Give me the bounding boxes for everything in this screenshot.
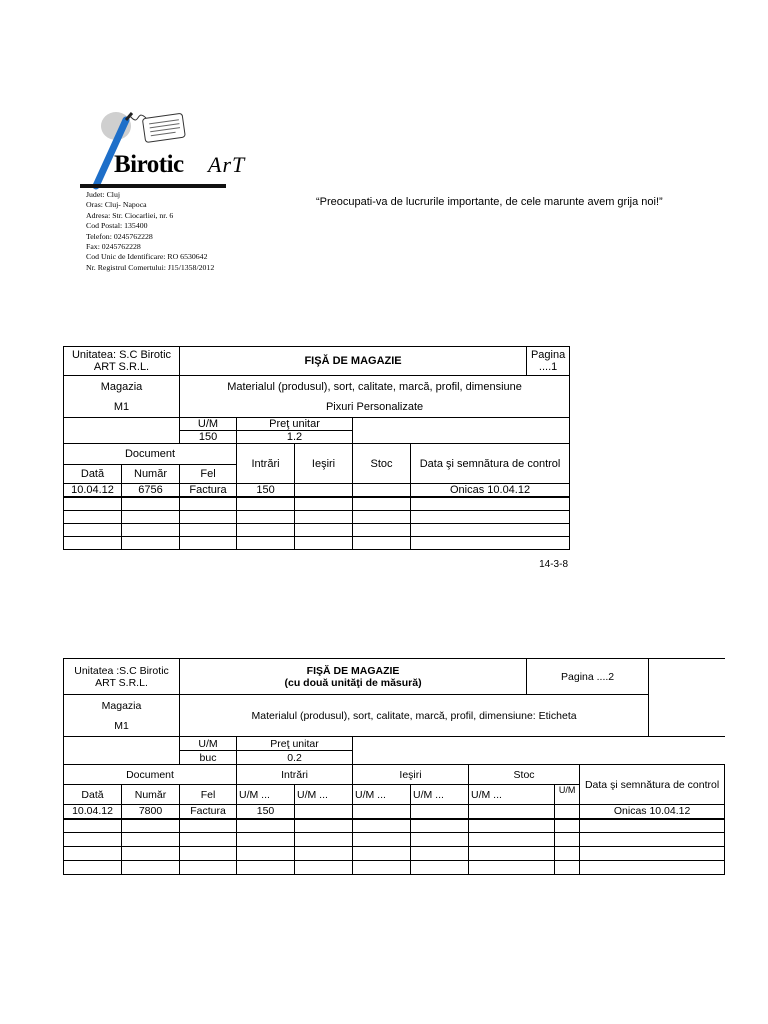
row-entries: 150 — [237, 484, 295, 498]
row-exits — [295, 484, 353, 498]
detail-county: Judet: Cluj — [86, 190, 121, 199]
stock-card-1 — [63, 346, 570, 550]
stock-header: Stoc — [353, 444, 411, 484]
stock-um1: U/M ... — [469, 785, 555, 805]
entries-header: Intrări — [237, 444, 295, 484]
table-row — [64, 805, 725, 819]
exits-um1: U/M ... — [353, 785, 411, 805]
table-row — [64, 833, 725, 847]
date-header: Dată — [64, 785, 122, 805]
page-cell: Pagina ....1 — [527, 347, 570, 376]
detail-city: Oras: Cluj- Napoca — [86, 200, 147, 210]
blank-cell — [353, 418, 570, 444]
exits-um2: U/M ... — [411, 785, 469, 805]
row-date: 10.04.12 — [64, 484, 122, 498]
table-row — [64, 497, 570, 510]
exits-header: Ieşiri — [353, 765, 469, 785]
page-cell: Pagina ....2 — [527, 659, 649, 695]
entries-um2: U/M ... — [295, 785, 353, 805]
row-control: Onicas 10.04.12 — [411, 484, 570, 498]
entries-um1: U/M ... — [237, 785, 295, 805]
row-type: Factura — [180, 484, 237, 498]
card-title: FIŞĂ DE MAGAZIE (cu două unităţi de măsură) — [180, 659, 527, 695]
document-header: Document — [64, 765, 237, 785]
price-value: 0.2 — [237, 751, 353, 765]
control-header: Data şi semnătura de control — [580, 765, 725, 805]
blank-cell — [64, 418, 180, 444]
company-logo — [80, 110, 276, 282]
material-cell: Materialul (produsul), sort, calitate, marcă, profil, dimensiune: Eticheta — [180, 695, 649, 737]
table-row — [64, 523, 570, 536]
row-type: Factura — [180, 805, 237, 819]
table-row — [64, 847, 725, 861]
blank-cell — [64, 737, 180, 765]
date-header: Dată — [64, 465, 122, 484]
stock-header: Stoc — [469, 765, 580, 785]
detail-fax: Fax: 0245762228 — [86, 242, 141, 252]
logo-wordmark: Birotic — [114, 151, 184, 178]
blank-cell — [353, 737, 649, 765]
table-row — [64, 484, 570, 498]
type-header: Fel — [180, 465, 237, 484]
row-control: Onicas 10.04.12 — [580, 805, 725, 819]
price-value: 1.2 — [237, 431, 353, 444]
stock-card-2 — [63, 658, 725, 875]
detail-registry: Nr. Registrul Comertului: J15/1358/2012 — [86, 262, 215, 272]
exits-header: Ieşiri — [295, 444, 353, 484]
row-date: 10.04.12 — [64, 805, 122, 819]
detail-address: Adresa: Str. Ciocarliei, nr. 6 — [86, 210, 174, 220]
number-header: Număr — [122, 785, 180, 805]
row-number: 6756 — [122, 484, 180, 498]
table-row — [64, 536, 570, 549]
um-value: 150 — [180, 431, 237, 444]
price-label: Preţ unitar — [237, 737, 353, 751]
company-details — [86, 190, 214, 273]
logo-suffix: ArT — [208, 152, 246, 177]
unit-cell: Unitatea: S.C Birotic ART S.R.L. — [64, 347, 180, 376]
card-title: FIŞĂ DE MAGAZIE — [180, 347, 527, 376]
material-cell: Materialul (produsul), sort, calitate, marcă, profil, dimensiune Pixuri Personalizate — [180, 376, 570, 418]
type-header: Fel — [180, 785, 237, 805]
stock-um2: U/M — [555, 785, 580, 805]
number-header: Număr — [122, 465, 180, 484]
detail-postal: Cod Postal: 135400 — [86, 221, 148, 231]
table-row — [64, 819, 725, 833]
unit-cell: Unitatea :S.C Birotic ART S.R.L. — [64, 659, 180, 695]
warehouse-cell: Magazia M1 — [64, 695, 180, 737]
detail-phone: Telefon: 0245762228 — [86, 231, 153, 241]
row-number: 7800 — [122, 805, 180, 819]
row-entries: 150 — [237, 805, 295, 819]
detail-cui: Cod Unic de Identificare: RO 6530642 — [86, 252, 208, 262]
table-row — [64, 510, 570, 523]
form-code: 14-3-8 — [539, 559, 568, 570]
um-value: buc — [180, 751, 237, 765]
um-label: U/M — [180, 418, 237, 431]
motto: “Preocupati-va de lucrurile importante, de cele marunte avem grija noi!” — [316, 196, 663, 208]
control-header: Data şi semnătura de control — [411, 444, 570, 484]
um-label: U/M — [180, 737, 237, 751]
document-header: Document — [64, 444, 237, 465]
price-label: Preţ unitar — [237, 418, 353, 431]
row-stock — [353, 484, 411, 498]
entries-header: Intrări — [237, 765, 353, 785]
table-row — [64, 861, 725, 875]
warehouse-cell: Magazia M1 — [64, 376, 180, 418]
